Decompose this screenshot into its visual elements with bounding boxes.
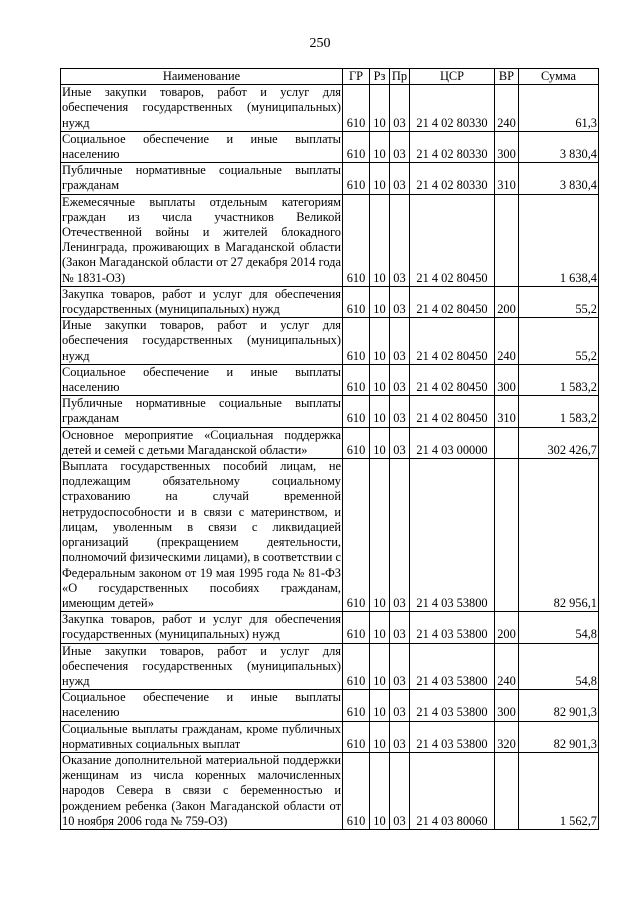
cell-gr: 610 xyxy=(343,396,370,427)
cell-gr: 610 xyxy=(343,459,370,612)
cell-rz: 10 xyxy=(370,427,390,458)
cell-gr: 610 xyxy=(343,643,370,690)
cell-pr: 03 xyxy=(390,690,410,721)
cell-gr: 610 xyxy=(343,721,370,752)
cell-name-text: Иные закупки товаров, работ и услуг для обеспечения государственных (муниципальных) нужд xyxy=(62,643,341,688)
cell-vr: 240 xyxy=(495,643,519,690)
cell-rz: 10 xyxy=(370,721,390,752)
table-header-row xyxy=(61,69,599,85)
cell-name xyxy=(61,690,343,721)
cell-gr: 610 xyxy=(343,364,370,395)
cell-rz: 10 xyxy=(370,752,390,829)
cell-pr: 03 xyxy=(390,752,410,829)
cell-pr: 03 xyxy=(390,721,410,752)
cell-pr: 03 xyxy=(390,364,410,395)
cell-name xyxy=(61,318,343,365)
cell-pr: 03 xyxy=(390,163,410,194)
cell-csr: 21 4 02 80450 xyxy=(410,396,495,427)
table-row xyxy=(61,752,599,829)
cell-gr: 610 xyxy=(343,427,370,458)
cell-vr xyxy=(495,194,519,286)
table-row xyxy=(61,721,599,752)
table-row xyxy=(61,396,599,427)
cell-name-text: Закупка товаров, работ и услуг для обеспечения государственных (муниципальных) нужд xyxy=(62,612,341,642)
cell-csr: 21 4 03 53800 xyxy=(410,643,495,690)
cell-name xyxy=(61,194,343,286)
cell-pr: 03 xyxy=(390,427,410,458)
cell-sum: 55,2 xyxy=(519,286,599,317)
cell-vr: 300 xyxy=(495,131,519,162)
cell-csr: 21 4 03 53800 xyxy=(410,721,495,752)
cell-pr: 03 xyxy=(390,643,410,690)
cell-sum: 82 956,1 xyxy=(519,459,599,612)
cell-name-text: Иные закупки товаров, работ и услуг для обеспечения государственных (муниципальных) нужд xyxy=(62,318,341,363)
cell-gr: 610 xyxy=(343,131,370,162)
cell-vr: 200 xyxy=(495,286,519,317)
cell-gr: 610 xyxy=(343,286,370,317)
cell-sum: 54,8 xyxy=(519,612,599,643)
cell-name xyxy=(61,721,343,752)
cell-gr: 610 xyxy=(343,194,370,286)
cell-rz: 10 xyxy=(370,364,390,395)
cell-vr: 300 xyxy=(495,690,519,721)
column-header-pr: Пр xyxy=(390,69,410,85)
cell-sum: 54,8 xyxy=(519,643,599,690)
cell-name-text: Оказание дополнительной материальной поддержки женщинам из числа коренных малочисленных народов Севера в связи с беременностью и рождением ребенка (Закон Магаданской области от 10 ноября 2006 года № 759-ОЗ) xyxy=(62,752,341,828)
cell-name xyxy=(61,364,343,395)
cell-sum: 3 830,4 xyxy=(519,163,599,194)
cell-csr: 21 4 02 80330 xyxy=(410,131,495,162)
cell-csr: 21 4 02 80450 xyxy=(410,194,495,286)
cell-name-text: Ежемесячные выплаты отдельным категориям граждан из числа участников Великой Отечественной войны и жителей блокадного Ленинграда, проживающих в Магаданской области (Закон Магаданской области от 27 декабря 2014 года № 1831-ОЗ) xyxy=(62,194,341,285)
cell-csr: 21 4 03 53800 xyxy=(410,459,495,612)
table-row xyxy=(61,194,599,286)
cell-name xyxy=(61,427,343,458)
cell-pr: 03 xyxy=(390,396,410,427)
cell-pr: 03 xyxy=(390,131,410,162)
cell-vr xyxy=(495,459,519,612)
cell-name-text: Закупка товаров, работ и услуг для обеспечения государственных (муниципальных) нужд xyxy=(62,286,341,317)
cell-name xyxy=(61,396,343,427)
cell-vr: 240 xyxy=(495,85,519,132)
cell-vr: 310 xyxy=(495,396,519,427)
cell-csr: 21 4 03 53800 xyxy=(410,612,495,643)
cell-rz: 10 xyxy=(370,643,390,690)
cell-sum: 61,3 xyxy=(519,85,599,132)
budget-table xyxy=(60,68,599,830)
cell-rz: 10 xyxy=(370,396,390,427)
table-row xyxy=(61,612,599,643)
table-row xyxy=(61,459,599,612)
cell-rz: 10 xyxy=(370,459,390,612)
cell-csr: 21 4 02 80330 xyxy=(410,163,495,194)
cell-rz: 10 xyxy=(370,318,390,365)
table-row xyxy=(61,643,599,690)
cell-pr: 03 xyxy=(390,286,410,317)
cell-csr: 21 4 02 80450 xyxy=(410,364,495,395)
table-row xyxy=(61,690,599,721)
cell-csr: 21 4 03 00000 xyxy=(410,427,495,458)
cell-name xyxy=(61,131,343,162)
cell-name-text: Публичные нормативные социальные выплаты гражданам xyxy=(62,163,341,193)
cell-rz: 10 xyxy=(370,194,390,286)
cell-name-text: Иные закупки товаров, работ и услуг для обеспечения государственных (муниципальных) нужд xyxy=(62,85,341,130)
cell-gr: 610 xyxy=(343,690,370,721)
cell-gr: 610 xyxy=(343,318,370,365)
cell-vr xyxy=(495,427,519,458)
cell-name xyxy=(61,459,343,612)
table-row xyxy=(61,163,599,194)
table-row xyxy=(61,131,599,162)
cell-pr: 03 xyxy=(390,459,410,612)
cell-rz: 10 xyxy=(370,131,390,162)
column-header-gr: ГР xyxy=(343,69,370,85)
cell-sum: 1 583,2 xyxy=(519,364,599,395)
cell-vr: 240 xyxy=(495,318,519,365)
table-row xyxy=(61,318,599,365)
cell-rz: 10 xyxy=(370,612,390,643)
cell-name-text: Социальное обеспечение и иные выплаты населению xyxy=(62,690,341,720)
cell-rz: 10 xyxy=(370,163,390,194)
cell-csr: 21 4 03 80060 xyxy=(410,752,495,829)
cell-sum: 1 583,2 xyxy=(519,396,599,427)
cell-name-text: Публичные нормативные социальные выплаты гражданам xyxy=(62,396,341,426)
cell-sum: 3 830,4 xyxy=(519,131,599,162)
cell-name-text: Социальное обеспечение и иные выплаты населению xyxy=(62,131,341,162)
cell-pr: 03 xyxy=(390,85,410,132)
table-row xyxy=(61,85,599,132)
cell-pr: 03 xyxy=(390,318,410,365)
cell-rz: 10 xyxy=(370,690,390,721)
cell-name xyxy=(61,85,343,132)
cell-name-text: Выплата государственных пособий лицам, не подлежащим обязательному социальному страхованию на случай временной нетрудоспособности и в связи с материнством, и лицам, уволенным в связи с ликвидацией организаций (прекращением деятельности, полномочий физическими лицами), в соответствии с Федеральным законом от 19 мая 1995 года № 81-ФЗ «О государственных пособиях гражданам, имеющим детей» xyxy=(62,459,341,610)
table-row xyxy=(61,364,599,395)
cell-csr: 21 4 02 80450 xyxy=(410,318,495,365)
cell-pr: 03 xyxy=(390,612,410,643)
column-header-name: Наименование xyxy=(61,69,343,85)
cell-csr: 21 4 03 53800 xyxy=(410,690,495,721)
table-body xyxy=(61,85,599,830)
cell-csr: 21 4 02 80330 xyxy=(410,85,495,132)
table-row xyxy=(61,286,599,317)
cell-gr: 610 xyxy=(343,612,370,643)
cell-name-text: Социальные выплаты гражданам, кроме публичных нормативных социальных выплат xyxy=(62,721,341,751)
cell-pr: 03 xyxy=(390,194,410,286)
cell-name-text: Основное мероприятие «Социальная поддержка детей и семей с детьми Магаданской области» xyxy=(62,427,341,457)
cell-vr xyxy=(495,752,519,829)
cell-rz: 10 xyxy=(370,286,390,317)
cell-name-text: Социальное обеспечение и иные выплаты населению xyxy=(62,364,341,395)
column-header-csr: ЦСР xyxy=(410,69,495,85)
cell-vr: 320 xyxy=(495,721,519,752)
cell-name xyxy=(61,752,343,829)
table-row xyxy=(61,427,599,458)
column-header-rz: Рз xyxy=(370,69,390,85)
cell-name xyxy=(61,286,343,317)
page-number: 250 xyxy=(309,36,331,51)
column-header-vr: ВР xyxy=(495,69,519,85)
cell-sum: 1 638,4 xyxy=(519,194,599,286)
cell-sum: 82 901,3 xyxy=(519,690,599,721)
cell-gr: 610 xyxy=(343,85,370,132)
cell-csr: 21 4 02 80450 xyxy=(410,286,495,317)
cell-rz: 10 xyxy=(370,85,390,132)
cell-name xyxy=(61,643,343,690)
cell-sum: 55,2 xyxy=(519,318,599,365)
cell-vr: 300 xyxy=(495,364,519,395)
cell-vr: 200 xyxy=(495,612,519,643)
cell-gr: 610 xyxy=(343,163,370,194)
cell-vr: 310 xyxy=(495,163,519,194)
cell-sum: 1 562,7 xyxy=(519,752,599,829)
column-header-sum: Сумма xyxy=(519,69,599,85)
cell-gr: 610 xyxy=(343,752,370,829)
cell-name xyxy=(61,163,343,194)
cell-sum: 302 426,7 xyxy=(519,427,599,458)
cell-sum: 82 901,3 xyxy=(519,721,599,752)
cell-name xyxy=(61,612,343,643)
